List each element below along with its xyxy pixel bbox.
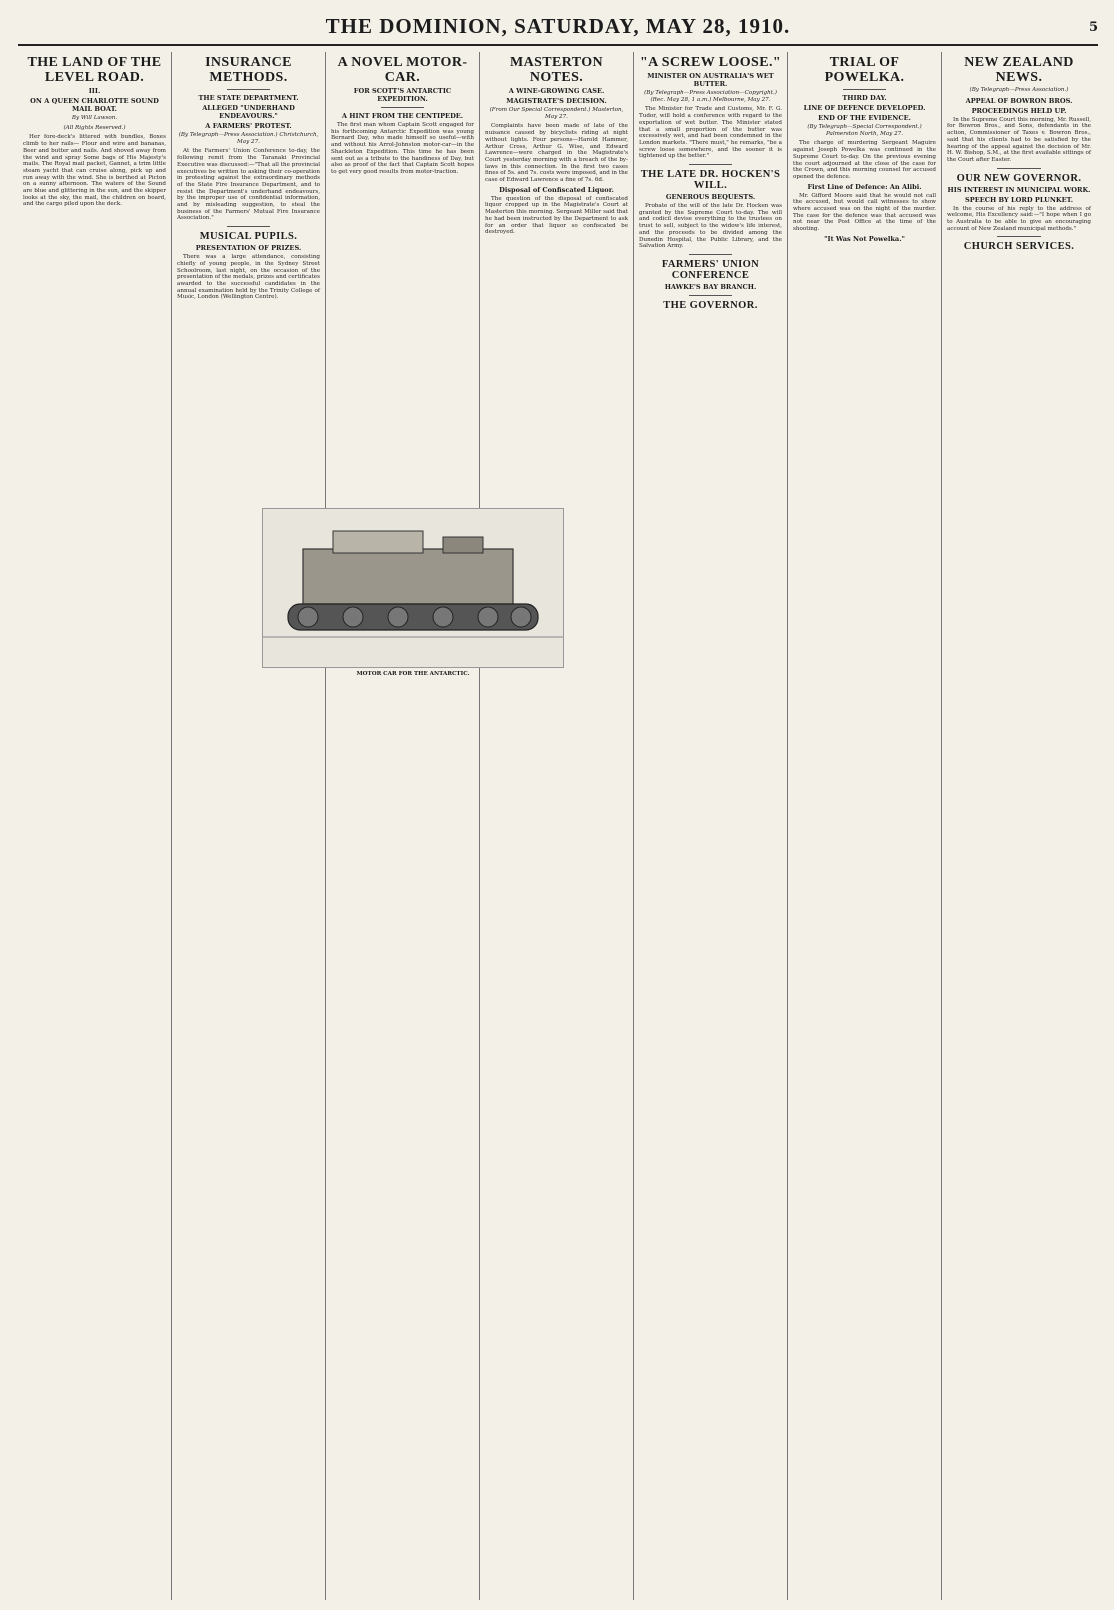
column-7 <box>942 52 1096 1600</box>
divider <box>227 89 270 90</box>
article-subheading: A FARMERS' PROTEST. <box>205 122 292 130</box>
article-body: The first man whom Captain Scott engaged for his forthcoming Antarctic Expedition was young Bernard Day, who made himself so useful—with and without his Arrol-Johnston motor-car—in the Shackleton Expedition. This time he has been sent out as a tribute to the handiness of Day, but also as proof of the fact that Captain Scott hopes to get very good results from motor-traction. <box>331 122 474 175</box>
article-subheading: PRESENTATION OF PRIZES. <box>195 244 302 253</box>
article-body: Her fore-deck's littered with bundles, Boxes climb to her rails— Flour and wire and bananas, Beer and butter and nails. And shoved away from the wind and spray Some bags of His Majesty's mails. The Royal mail packet, Gannet, a trim little steam yacht that can cruise along, pick up and run away with the wind. She is berthed at Picton on a sunny afternoon. The waters of the Sound are blue and glittering in the sun, and the skipper looks at the sky, the mail, the children on board, and the cargo piled upon the deck. <box>23 134 166 208</box>
divider <box>689 295 732 296</box>
article-columns <box>18 52 1098 1600</box>
article-body: The charge of murdering Sergeant Maguire against Joseph Powelka was continued in the Supreme Court to-day. On the previous evening the court adjourned at the close of the case for the Crown, and this morning counsel for accused opened the defence. <box>793 140 936 180</box>
article-subheading: END OF THE EVIDENCE. <box>818 114 911 122</box>
article-subheading: APPEAL OF BOWRON BROS. <box>965 96 1073 105</box>
article-subheading: Disposal of Confiscated Liquor. <box>499 185 614 194</box>
article-subheading: MAGISTRATE'S DECISION. <box>506 97 607 105</box>
article-subheading: SPEECH BY LORD PLUNKET. <box>965 195 1073 204</box>
article-heading: "A SCREW LOOSE." <box>639 55 782 70</box>
divider <box>997 168 1040 169</box>
column-3 <box>326 52 480 1600</box>
illustration-caption: MOTOR CAR FOR THE ANTARCTIC. <box>356 671 470 677</box>
article-subheading: A WINE-GROWING CASE. <box>508 87 605 95</box>
article-heading: OUR NEW GOVERNOR. <box>956 172 1082 184</box>
article-body: The Minister for Trade and Customs, Mr. F. G. Tudor, will hold a conference with regard to the exportation of wet butter. The Minister stated that a small proportion of the butter was excessively wet, and had been condemned in the London markets. "There must," he remarks, "be a screw loose somewhere, and the sooner it is tightened up the better." <box>639 106 782 160</box>
column-4 <box>480 52 634 1600</box>
article-heading: MASTERTON NOTES. <box>509 55 604 85</box>
article-heading: NEW ZEALAND NEWS. <box>964 55 1074 85</box>
article-heading: TRIAL OF POWELKA. <box>824 55 905 85</box>
article-subheading: ON A QUEEN CHARLOTTE SOUND MAIL BOAT. <box>30 97 159 113</box>
article-heading: THE GOVERNOR. <box>663 299 758 311</box>
article-heading: INSURANCE METHODS. <box>205 55 292 85</box>
article-subheading: PROCEEDINGS HELD UP. <box>971 106 1067 115</box>
article-heading: CHURCH SERVICES. <box>963 241 1075 253</box>
article-body: Complaints have been made of late of the nuisance caused by bicyclists riding at night without lights. Four persons—Harold Hammer, Arthur Cross, Arthur G. Wise, and Edward Lawrence—were charged in the Magistrate's Court yesterday morning with a breach of the by-laws in this connection. In the first two cases fines of 5s. and 7s. costs were imposed, and in the case of Edward Lawrence a fine of 7s. 6d. <box>485 123 628 184</box>
article-subheading: A HINT FROM THE CENTIPEDE. <box>341 112 464 120</box>
newspaper-title: THE DOMINION, SATURDAY, MAY 28, 1910. <box>325 14 791 38</box>
motor-car-drawing <box>263 509 563 667</box>
article-subheading: "It Was Not Powelka." <box>824 234 905 243</box>
column-1 <box>18 52 172 1600</box>
motor-car-illustration <box>262 508 564 668</box>
article-heading: FARMERS' UNION CONFERENCE <box>661 258 760 281</box>
page-number: 5 <box>1088 20 1098 35</box>
article-heading: MUSICAL PUPILS. <box>199 231 298 243</box>
byline: (From Our Special Correspondent.) Masterton, May 27. <box>489 107 624 120</box>
divider <box>843 89 886 90</box>
article-body: Probate of the will of the late Dr. Hocken was granted by the Supreme Court to-day. The will and codicil devise everything to the trustees on trust to sell, subject to the widow's life interest, and the proceeds to be divided among the Dunedin Hospital, the Public Library, and the Salvation Army. <box>639 203 782 250</box>
article-subheading: HIS INTEREST IN MUNICIPAL WORK. <box>947 185 1091 194</box>
byline: (By Telegraph—Press Association—Copyright.) (Rec. May 28, 1 a.m.) Melbourne, May 27. <box>644 90 777 103</box>
article-subheading: First Line of Defence: An Alibi. <box>807 182 922 191</box>
article-subheading: MINISTER ON AUSTRALIA'S WET BUTTER. <box>647 72 774 88</box>
byline: (By Telegraph—Special Correspondent.) Palmerston North, May 27. <box>807 124 922 137</box>
article-body: Mr. Gifford Moore said that he would not call the accused, but would call witnesses to show where accused was on the night of the murder. The case for the defence was that accused was not near the Post Office at the time of the shooting. <box>793 192 936 233</box>
article-subheading: III. <box>88 87 101 95</box>
article-subheading: FOR SCOTT'S ANTARCTIC EXPEDITION. <box>353 87 452 103</box>
article-subheading: THIRD DAY. <box>842 94 887 102</box>
divider <box>689 164 732 165</box>
article-subheading: HAWKE'S BAY BRANCH. <box>664 282 757 291</box>
article-heading: THE LATE DR. HOCKEN'S WILL. <box>640 169 781 192</box>
article-heading: A NOVEL MOTOR-CAR. <box>337 55 468 85</box>
rights-notice: (All Rights Reserved.) <box>63 124 126 131</box>
byline: By Will Lawson. <box>71 115 118 121</box>
article-heading: THE LAND OF THE LEVEL ROAD. <box>27 55 162 85</box>
byline: (By Telegraph—Press Association.) <box>969 87 1069 93</box>
article-body: At the Farmers' Union Conference to-day, the following remit from the Taranaki Provincial Executive was discussed:—"That all the provincial executives be written to asking their co-operation in protesting against the extraordinary methods of the State Fire Insurance Department, and to resist the Department's underhand endeavours, by the improper use of confidential information, and by misleading suggestion, to steal the business of the Farmers' Mutual Fire Insurance Association." <box>177 148 320 222</box>
masthead <box>18 10 1098 46</box>
article-subheading: LINE OF DEFENCE DEVELOPED. <box>803 104 926 112</box>
divider <box>227 226 270 227</box>
divider <box>689 254 732 255</box>
article-body: The question of the disposal of confiscated liquor cropped up in the Magistrate's Court at Masterton this morning. Sergeant Miller said that he had been instructed by the Department to ask for an order that liquor so confiscated be destroyed. <box>485 195 628 236</box>
column-6 <box>788 52 942 1600</box>
article-subheading: GENEROUS BEQUESTS. <box>665 193 756 202</box>
column-5 <box>634 52 788 1600</box>
divider <box>997 236 1040 237</box>
article-body: In the course of his reply to the address of welcome, His Excellency said:—"I hope when I go to Australia to be able to give an encouraging account of New Zealand municipal methods." <box>947 205 1091 232</box>
article-subheading: THE STATE DEPARTMENT. <box>198 94 299 102</box>
article-subheading: ALLEGED "UNDERHAND ENDEAVOURS." <box>202 104 295 120</box>
column-2 <box>172 52 326 1600</box>
article-body: There was a large attendance, consisting chiefly of young people, in the Sydney Street Schoolroom, last night, on the occasion of the presentation of the medals, prizes and certificates awarded to the successful candidates in the annual examination held by the Trinity College of Music, London (Wellington Centre). <box>177 254 320 301</box>
article-body: In the Supreme Court this morning, Mr. Russell, for Bowron Bros., and Sons, defendants in the action, Commissioner of Taxes v. Bowron Bros., said that his clients had to be satisfied by the hearing of the appeal against the decision of Mr. H. W. Bishop, S.M., at the first available sittings of the Court after Easter. <box>947 116 1091 163</box>
divider <box>381 107 424 108</box>
byline: (By Telegraph—Press Association.) Christchurch, May 27. <box>178 132 319 145</box>
